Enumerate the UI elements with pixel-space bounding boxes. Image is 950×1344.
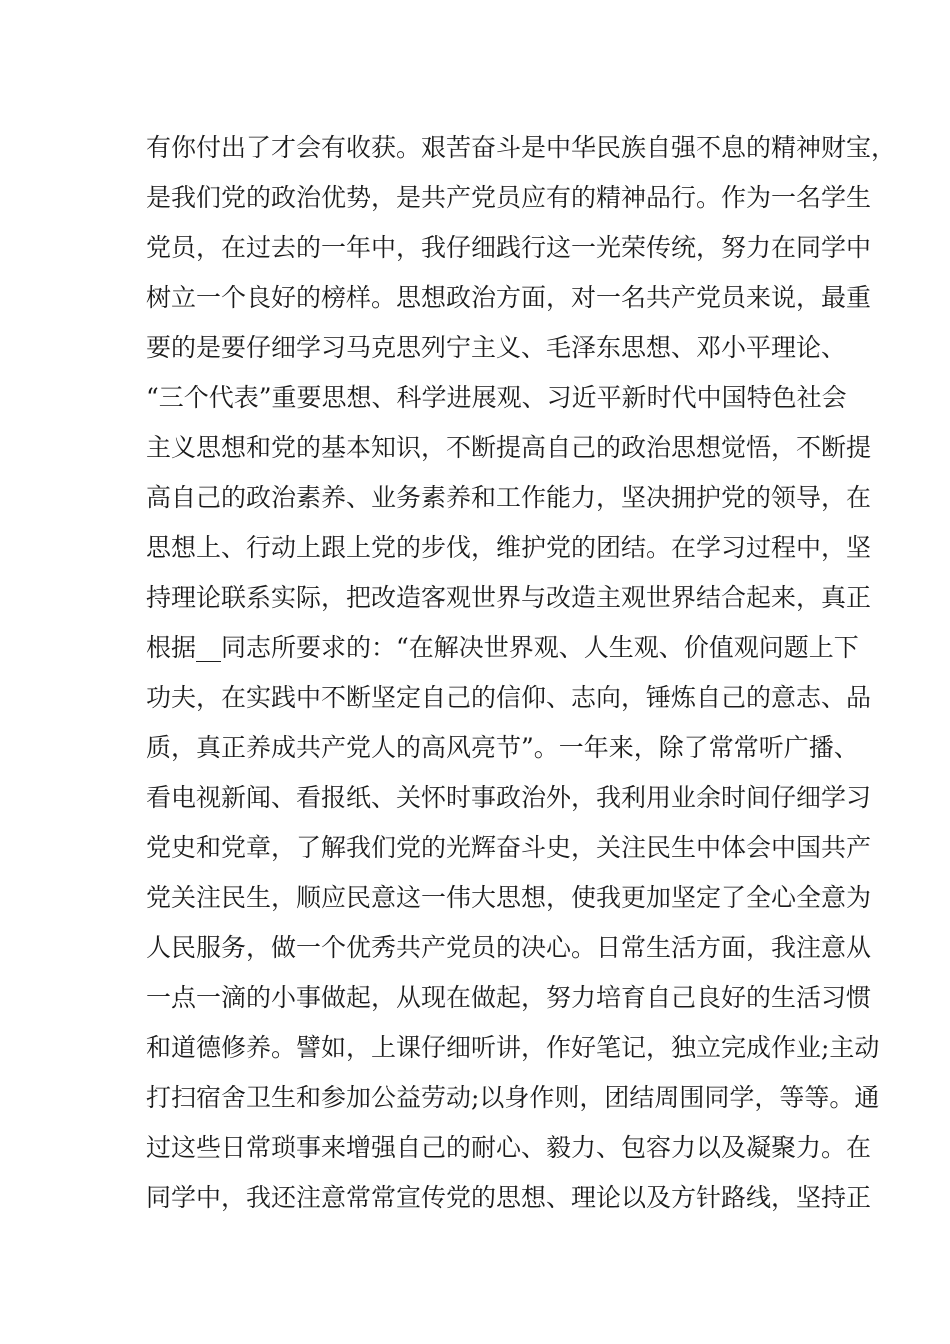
text-line: 看电视新闻、看报纸、关怀时事政治外，我利用业余时间仔细学习	[146, 783, 872, 812]
text-line: “三个代表”重要思想、科学进展观、习近平新时代中国特色社会	[146, 383, 847, 412]
text-line: 主义思想和党的基本知识，不断提高自己的政治思想觉悟，不断提	[146, 433, 872, 462]
body-text	[146, 129, 897, 1229]
text-line: 过这些日常琐事来增强自己的耐心、毅力、包容力以及凝聚力。在	[146, 1133, 872, 1162]
text-line: 思想上、行动上跟上党的步伐，维护党的团结。在学习过程中，坚	[146, 533, 872, 562]
text-line: 打扫宿舍卫生和参加公益劳动;以身作则，团结周围同学，等等。通	[146, 1083, 880, 1112]
text-line: 高自己的政治素养、业务素养和工作能力，坚决拥护党的领导，在	[146, 483, 872, 512]
text-line: 党史和党章，了解我们党的光辉奋斗史，关注民生中体会中国共产	[146, 833, 872, 862]
text-line: 质，真正养成共产党人的高风亮节”。一年来，除了常常听广播、	[146, 733, 859, 762]
text-line: 要的是要仔细学习马克思列宁主义、毛泽东思想、邓小平理论、	[146, 333, 847, 362]
text-line: 功夫，在实践中不断坚定自己的信仰、志向，锤炼自己的意志、品	[146, 683, 872, 712]
text-line: 同学中，我还注意常常宣传党的思想、理论以及方针路线，坚持正	[146, 1183, 872, 1212]
text-line: 有你付出了才会有收获。艰苦奋斗是中华民族自强不息的精神财宝，	[146, 133, 897, 162]
text-line: 是我们党的政治优势，是共产党员应有的精神品行。作为一名学生	[146, 183, 872, 212]
text-line: 树立一个良好的榜样。思想政治方面，对一名共产党员来说，最重	[146, 283, 872, 312]
text-line: 一点一滴的小事做起，从现在做起，努力培育自己良好的生活习惯	[146, 983, 872, 1012]
text-line: 根据__同志所要求的：“在解决世界观、人生观、价值观问题上下	[146, 633, 859, 662]
text-line: 党员，在过去的一年中，我仔细践行这一光荣传统，努力在同学中	[146, 233, 872, 262]
text-line: 党关注民生，顺应民意这一伟大思想，使我更加坚定了全心全意为	[146, 883, 872, 912]
text-line: 持理论联系实际，把改造客观世界与改造主观世界结合起来，真正	[146, 583, 872, 612]
text-line: 和道德修养。譬如，上课仔细听讲，作好笔记，独立完成作业;主动	[146, 1033, 880, 1062]
text-line: 人民服务，做一个优秀共产党员的决心。日常生活方面，我注意从	[146, 933, 872, 962]
